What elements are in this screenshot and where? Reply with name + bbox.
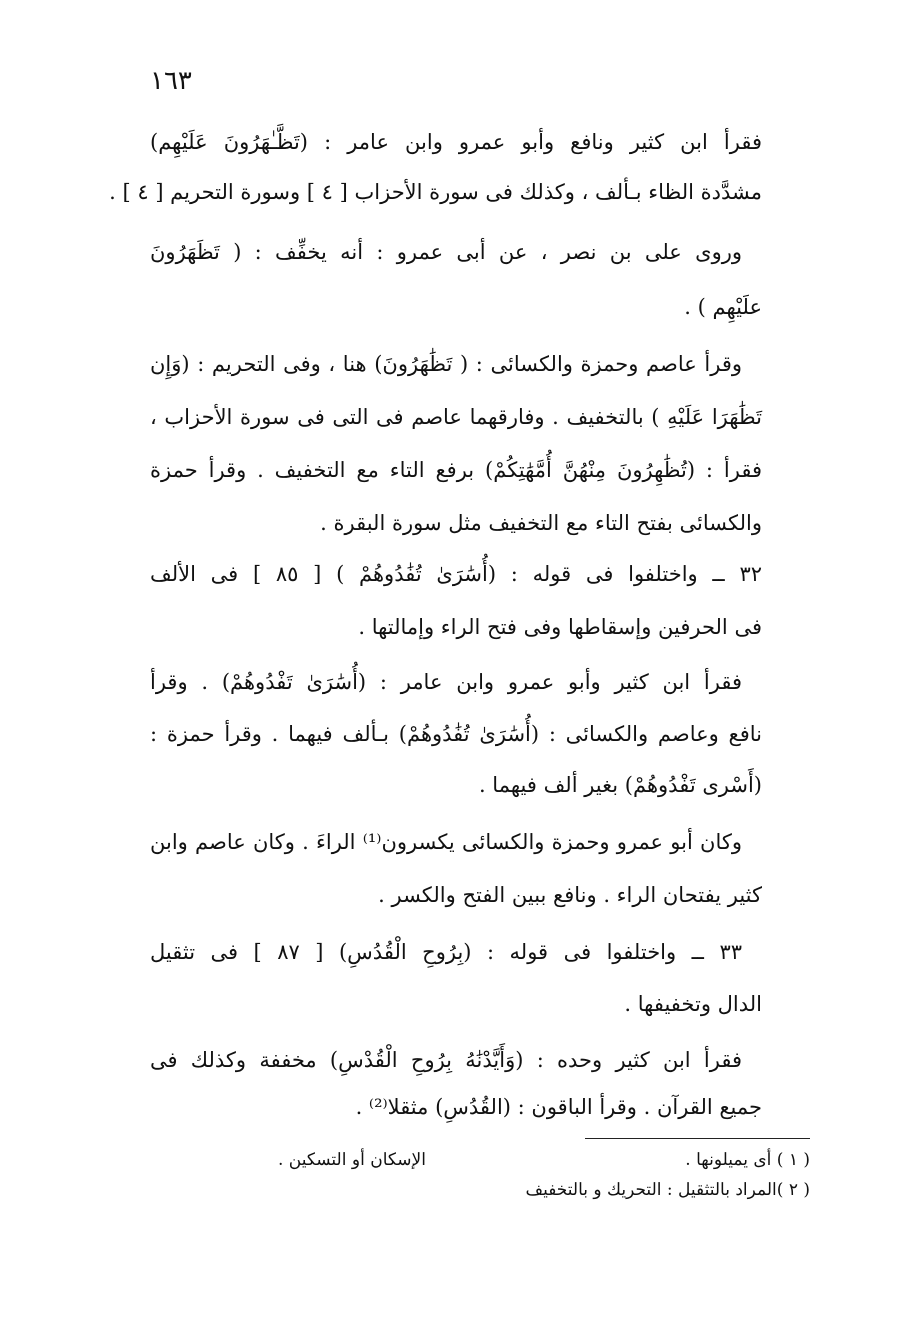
text-line: فقرأ ابن كثير وأبو عمرو وابن عامر : (أُسَٰرَىٰ تَفْدُوهُمْ) . وقرأ (150, 670, 742, 694)
text-line: جميع القرآن . وقرأ الباقون : (القُدُسِ) مثقلا⁽²⁾ . (355, 1095, 762, 1119)
text-line: الدال وتخفيفها . (624, 992, 762, 1016)
page-number: ١٦٣ (150, 66, 192, 96)
footnote-2-continuation: الإسكان أو التسكين . (278, 1150, 426, 1170)
footnote-2: ( ٢ )المراد بالتثقيل : التحريك و بالتخفيف (525, 1180, 810, 1200)
footnote-separator (585, 1138, 810, 1139)
text-line: كثير يفتحان الراء . ونافع ببين الفتح والكسر . (378, 883, 762, 907)
text-line: علَيْهِم ) . (684, 295, 762, 319)
text-line: وكان أبو عمرو وحمزة والكسائى يكسرون⁽¹⁾ الراءَ . وكان عاصم وابن (150, 830, 742, 854)
text-line: تَظَٰهَرَا عَلَيْهِ ) بالتخفيف . وفارقهما عاصم فى التى فى سورة الأحزاب ، (150, 405, 762, 429)
text-line: ٣٢ ــ واختلفوا فى قوله : (أُسَٰرَىٰ تُفَٰدُوهُمْ ) [ ٨٥ ] فى الألف (150, 562, 762, 586)
text-line: وقرأ عاصم وحمزة والكسائى : ( تَظَٰهَرُونَ) هنا ، وفى التحريم : (وَإِن (150, 352, 742, 376)
text-line: نافع وعاصم والكسائى : (أُسَٰرَىٰ تُفَٰدُوهُمْ) بـألف فيهما . وقرأ حمزة : (150, 722, 762, 746)
text-line: والكسائى بفتح التاء مع التخفيف مثل سورة البقرة . (320, 511, 762, 535)
footnote-1: ( ١ ) أى يميلونها . (685, 1150, 810, 1170)
text-line: فقرأ ابن كثير ونافع وأبو عمرو وابن عامر : (تَظَّـٰهَرُونَ عَلَيْهِم) (150, 130, 762, 154)
text-line: فقرأ ابن كثير وحده : (وَأَيَّدْنَٰهُ بِرُوحِ الْقُدْسِ) مخففة وكذلك فى (150, 1048, 742, 1072)
body-text (109, 130, 762, 1119)
text-line: (أَسْرى تَفْدُوهُمْ) بغير ألف فيهما . (478, 773, 762, 797)
text-line: فقرأ : (تُظَٰهِرُونَ مِنْهُنَّ أُمَّهَٰتِكُمْ) برفع التاء مع التخفيف . وقرأ حمزة (150, 458, 762, 482)
text-line: وروى على بن نصر ، عن أبى عمرو : أنه يخفِّف : ( تَظَهَرُونَ (150, 240, 742, 264)
text-line: فى الحرفين وإسقاطها وفى فتح الراء وإمالتها . (358, 615, 762, 639)
text-line: ٣٣ ــ واختلفوا فى قوله : (بِرُوحِ الْقُدُسِ) [ ٨٧ ] فى تثقيل (150, 940, 742, 964)
text-line: مشدَّدة الظاء بـألف ، وكذلك فى سورة الأحزاب [ ٤ ] وسورة التحريم [ ٤ ] . (109, 180, 762, 204)
